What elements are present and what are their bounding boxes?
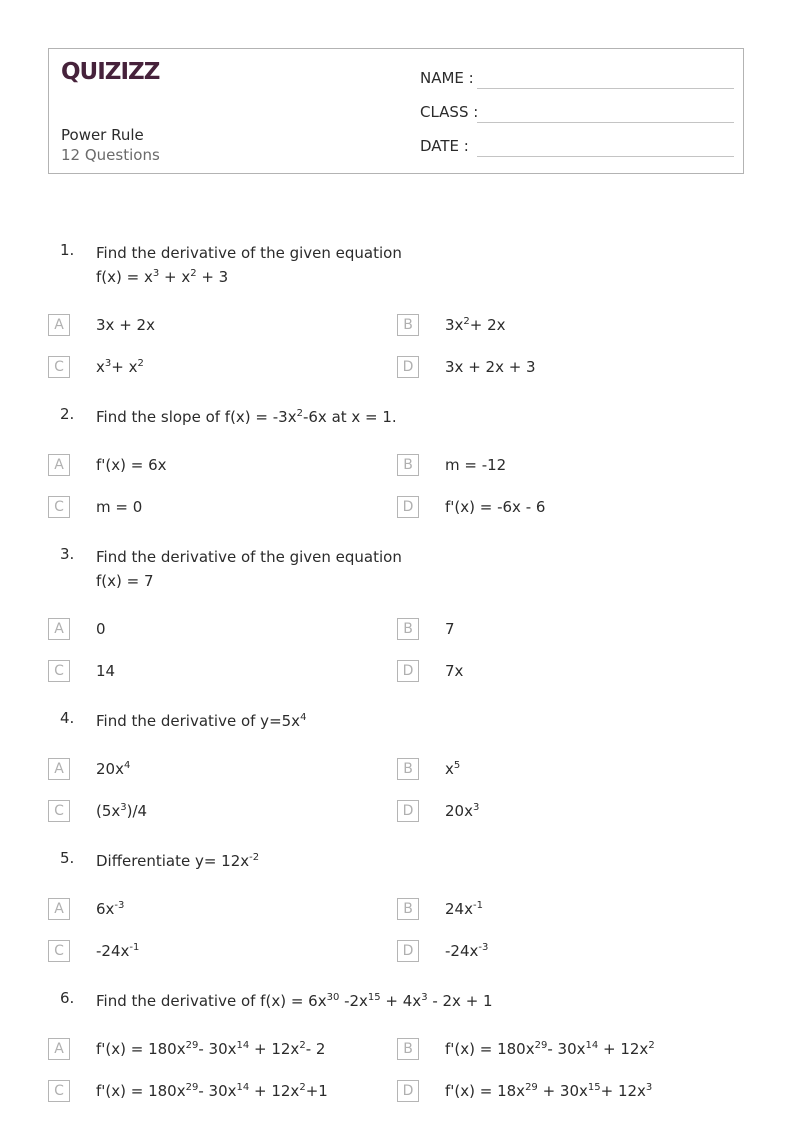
quizizz-logo: QUIZIZZ (61, 59, 160, 85)
option-a-box[interactable]: A (48, 898, 70, 920)
class-label: CLASS : (420, 103, 479, 121)
option-b-box[interactable]: B (397, 898, 419, 920)
name-line[interactable] (477, 88, 734, 89)
option-c-box[interactable]: C (48, 800, 70, 822)
question-text: Find the slope of $f(x) = -3x^2-6x$ at x = 1. (96, 408, 397, 426)
option-d-text: $f'(x) = 18x^{29} + 30x^{15}+ 12x^3$ (445, 1082, 653, 1100)
date-field[interactable] (420, 137, 734, 161)
option-c-box[interactable]: C (48, 660, 70, 682)
option-d-text: $20x^3$ (445, 802, 480, 820)
option-c-box[interactable]: C (48, 496, 70, 518)
class-line[interactable] (477, 122, 734, 123)
option-c-text: $(5x^3)/4$ (96, 802, 148, 820)
option-b-box[interactable]: B (397, 618, 419, 640)
option-d-box[interactable]: D (397, 940, 419, 962)
option-d-box[interactable]: D (397, 356, 419, 378)
option-b-text: $f'(x) = 180x^{29}-$ $30x^{14} + 12x^2$ (445, 1040, 655, 1058)
question-number: 6. (60, 989, 75, 1007)
option-c-text: 14 (96, 662, 116, 680)
option-a-box[interactable]: A (48, 758, 70, 780)
option-a-box[interactable]: A (48, 618, 70, 640)
question-text: Find the derivative of the given equation f(x) = 7 (96, 548, 402, 590)
option-b-box[interactable]: B (397, 314, 419, 336)
option-c-text: $f'(x) = 180x^{29}-$ $30x^{14} + 12x^2+1$ (96, 1082, 328, 1100)
question-text: Find the derivative of $f(x) = 6x^{30}$ $-2x^{15} + 4x^3 - 2x + 1$ (96, 992, 493, 1010)
name-field[interactable] (420, 69, 734, 93)
question-count: 12 Questions (61, 146, 160, 164)
option-c-text: m = 0 (96, 498, 143, 516)
option-b-box[interactable]: B (397, 1038, 419, 1060)
option-c-text: $x^3+ x^2$ (96, 358, 144, 376)
option-b-text: $24x^{-1}$ (445, 900, 483, 918)
option-a-text: $f'(x) = 180x^{29}-$ $30x^{14} + 12x^2-$ 2 (96, 1040, 326, 1058)
date-line[interactable] (477, 156, 734, 157)
option-a-box[interactable]: A (48, 1038, 70, 1060)
option-c-box[interactable]: C (48, 940, 70, 962)
option-c-box[interactable]: C (48, 356, 70, 378)
question-text: Find the derivative of the given equation $f(x) = x^3 + x^2 + 3$ (96, 244, 402, 286)
option-a-text: f'(x) = 6x (96, 456, 167, 474)
option-a-box[interactable]: A (48, 454, 70, 476)
date-label: DATE : (420, 137, 469, 155)
option-d-box[interactable]: D (397, 660, 419, 682)
worksheet-header (48, 48, 744, 174)
class-field[interactable] (420, 103, 734, 127)
option-b-box[interactable]: B (397, 758, 419, 780)
question-number: 3. (60, 545, 75, 563)
option-a-text: 0 (96, 620, 106, 638)
option-d-box[interactable]: D (397, 1080, 419, 1102)
option-b-box[interactable]: B (397, 454, 419, 476)
question-text: Find the derivative of $y=5x^4$ (96, 712, 307, 730)
question-number: 4. (60, 709, 75, 727)
worksheet-title: Power Rule (61, 126, 144, 144)
option-d-box[interactable]: D (397, 800, 419, 822)
option-d-text: f'(x) = -6x - 6 (445, 498, 546, 516)
option-b-text: $3x^2+ 2x$ (445, 316, 506, 334)
option-b-text: $x^5$ (445, 760, 461, 778)
question-number: 2. (60, 405, 75, 423)
option-a-box[interactable]: A (48, 314, 70, 336)
option-b-text: 7 (445, 620, 455, 638)
name-label: NAME : (420, 69, 474, 87)
option-a-text: $6x^{-3}$ (96, 900, 125, 918)
option-d-text: 7x (445, 662, 464, 680)
option-a-text: 3x + 2x (96, 316, 155, 334)
option-a-text: $20x^4$ (96, 760, 131, 778)
option-b-text: m = -12 (445, 456, 507, 474)
option-c-text: $-24x^{-1}$ (96, 942, 140, 960)
option-d-text: 3x + 2x + 3 (445, 358, 536, 376)
question-text: Differentiate $y= 12x^{-2}$ (96, 852, 260, 870)
option-c-box[interactable]: C (48, 1080, 70, 1102)
option-d-box[interactable]: D (397, 496, 419, 518)
question-number: 1. (60, 241, 75, 259)
option-d-text: $-24x^{-3}$ (445, 942, 489, 960)
question-number: 5. (60, 849, 75, 867)
